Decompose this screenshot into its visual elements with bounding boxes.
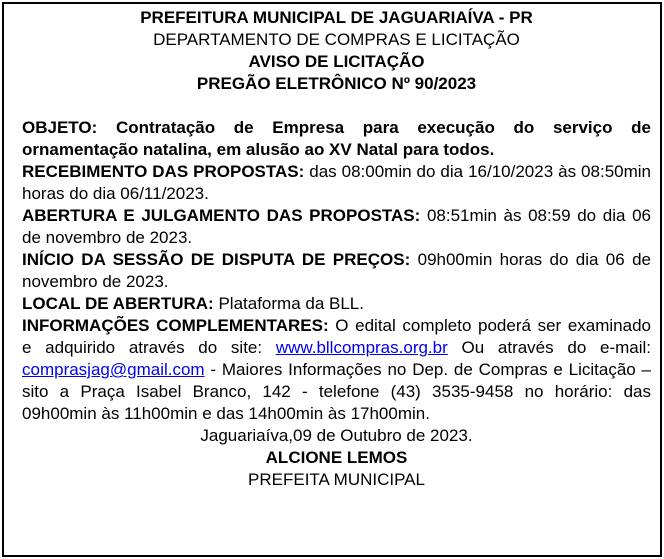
notice-frame xyxy=(2,2,662,557)
inicio-disputa-paragraph xyxy=(22,249,651,293)
notice-header xyxy=(22,7,651,95)
compras-email-link[interactable]: comprasjag@gmail.com xyxy=(22,360,205,379)
recebimento-label: RECEBIMENTO DAS PROPOSTAS: xyxy=(22,162,305,181)
inicio-disputa-text: 09h00min horas do dia 06 de novembro de 2023. xyxy=(22,250,651,291)
header-body-spacer xyxy=(22,95,651,117)
notice-type-title: AVISO DE LICITAÇÃO xyxy=(248,52,425,71)
signatory-name: ALCIONE LEMOS xyxy=(265,448,408,467)
objeto-text: Contratação de Empresa para execução do serviço de ornamentação natalina, em alusão ao XV Natal para todos. xyxy=(22,118,651,159)
dateline: Jaguariaíva,09 de Outubro de 2023. xyxy=(200,426,473,445)
objeto-paragraph xyxy=(22,117,651,161)
recebimento-paragraph xyxy=(22,161,651,205)
inicio-disputa-label: INÍCIO DA SESSÃO DE DISPUTA DE PREÇOS: xyxy=(22,250,411,269)
informacoes-paragraph xyxy=(22,315,651,425)
informacoes-text-before-site: O edital completo poderá ser examinado e adquirido através do site: xyxy=(22,316,651,357)
notice-body xyxy=(22,117,651,425)
local-abertura-text: Plataforma da BLL. xyxy=(218,294,364,313)
informacoes-text-before-email: Ou através do e-mail: xyxy=(461,338,651,357)
department-name: DEPARTAMENTO DE COMPRAS E LICITAÇÃO xyxy=(153,30,520,49)
objeto-label: OBJETO: xyxy=(22,118,98,137)
informacoes-label: INFORMAÇÕES COMPLEMENTARES: xyxy=(22,316,329,335)
informacoes-text-after-email: - Maiores Informações no Dep. de Compras e Licitação – sito a Praça Isabel Branco, 142 - telefone (43) 3535-9458 no horário: das 09h00min às 11h00min e das 14h00min às 17h00min. xyxy=(22,360,651,423)
signatory-title: PREFEITA MUNICIPAL xyxy=(248,470,425,489)
org-name: PREFEITURA MUNICIPAL DE JAGUARIAÍVA - PR xyxy=(140,8,533,27)
local-abertura-paragraph xyxy=(22,293,651,315)
auction-number-title: PREGÃO ELETRÔNICO Nº 90/2023 xyxy=(196,74,477,93)
licitacao-notice-document xyxy=(4,4,660,497)
notice-footer xyxy=(22,425,651,491)
abertura-text: 08:51min às 08:59 do dia 06 de novembro de 2023. xyxy=(22,206,651,247)
abertura-paragraph xyxy=(22,205,651,249)
recebimento-text: das 08:00min do dia 16/10/2023 às 08:50min horas do dia 06/11/2023. xyxy=(22,162,651,203)
bll-site-link[interactable]: www.bllcompras.org.br xyxy=(275,338,448,357)
local-abertura-label: LOCAL DE ABERTURA: xyxy=(22,294,214,313)
abertura-label: ABERTURA E JULGAMENTO DAS PROPOSTAS: xyxy=(22,206,421,225)
